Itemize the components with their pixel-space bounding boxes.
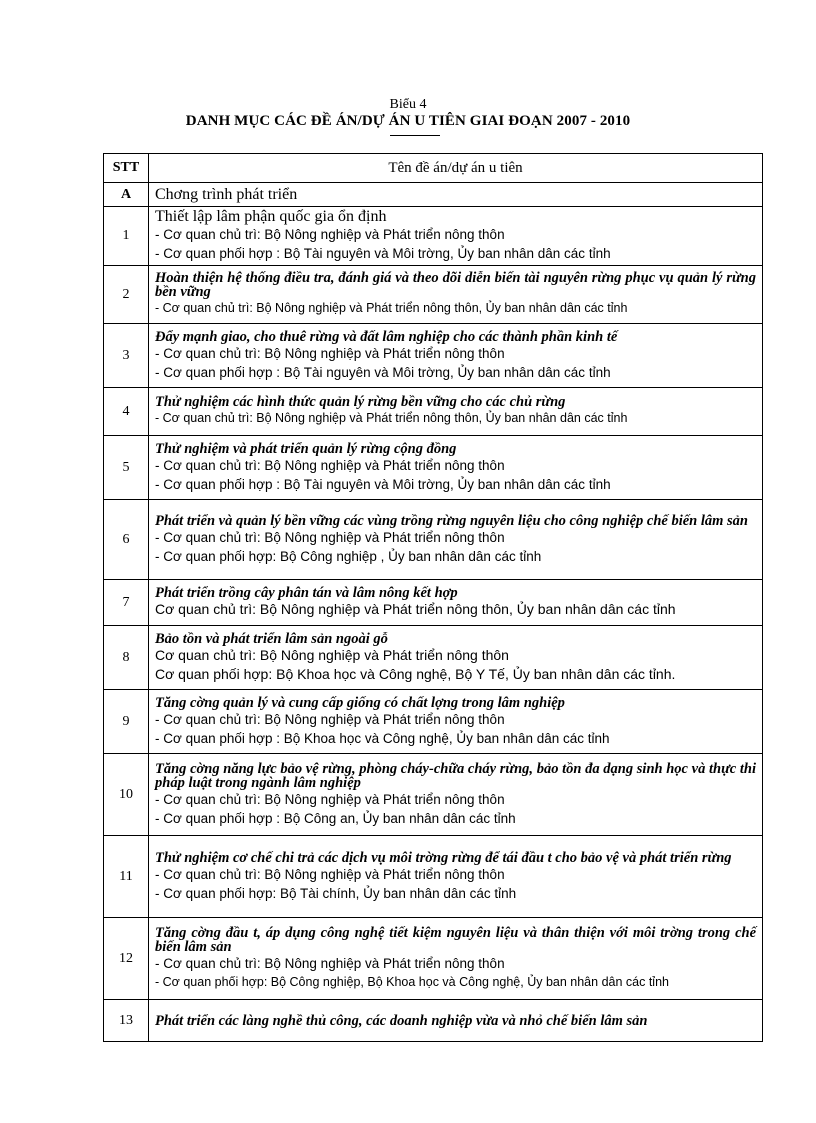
- row-title: Thử nghiệm các hình thức quản lý rừng bền vững cho các chủ rừng: [155, 394, 566, 410]
- row-title: Thiết lập lâm phận quốc gia ổn định: [155, 208, 387, 225]
- row-stt: 2: [104, 266, 149, 324]
- row-content: [149, 436, 763, 500]
- row-stt: 12: [104, 918, 149, 1000]
- row-content: [149, 690, 763, 754]
- table-row: [104, 690, 763, 754]
- section-row: [104, 183, 763, 207]
- row-stt: 7: [104, 580, 149, 626]
- row-line: - Cơ quan chủ trì: Bộ Nông nghiệp và Phát triển nông thôn, Ủy ban nhân dân các tỉnh: [155, 411, 628, 425]
- row-title: Phát triển các làng nghề thủ công, các doanh nghiệp vừa và nhỏ chế biến lâm sản: [155, 1012, 648, 1029]
- row-content: [149, 500, 763, 580]
- row-stt: 11: [104, 836, 149, 918]
- row-title: Tăng cờng đầu t, áp dụng công nghệ tiết kiệm nguyên liệu và thân thiện với môi trờng trong chế biến lâm sản: [155, 924, 756, 955]
- row-stt: 13: [104, 1000, 149, 1042]
- table-row: [104, 500, 763, 580]
- document-title: DANH MỤC CÁC ĐỀ ÁN/DỰ ÁN U TIÊN GIAI ĐOẠN 2007 - 2010: [185, 113, 631, 129]
- row-line: - Cơ quan phối hợp: Bộ Công nghiệp, Bộ Khoa học và Công nghệ, Ủy ban nhân dân các tỉnh: [155, 974, 669, 989]
- row-content: [149, 324, 763, 388]
- row-stt: 10: [104, 754, 149, 836]
- row-stt: 4: [104, 388, 149, 436]
- section-stt: A: [104, 183, 149, 207]
- table-row: [104, 1000, 763, 1042]
- row-line: Cơ quan phối hợp: Bộ Khoa học và Công nghệ, Bộ Y Tế, Ủy ban nhân dân các tỉnh.: [155, 665, 676, 682]
- row-line: - Cơ quan phối hợp : Bộ Công an, Ủy ban nhân dân các tỉnh: [155, 810, 516, 826]
- row-content: [149, 580, 763, 626]
- row-line: - Cơ quan phối hợp : Bộ Tài nguyên và Môi trờng, Ủy ban nhân dân các tỉnh: [155, 476, 611, 492]
- row-line: - Cơ quan chủ trì: Bộ Nông nghiệp và Phát triển nông thôn, Ủy ban nhân dân các tỉnh: [155, 301, 628, 315]
- row-content: [149, 626, 763, 690]
- row-title: Hoàn thiện hệ thống điều tra, đánh giá và theo dõi diễn biến tài nguyên rừng phục vụ quản lý rừng bền vững: [155, 270, 756, 300]
- row-line: Cơ quan chủ trì: Bộ Nông nghiệp và Phát triển nông thôn, Ủy ban nhân dân các tỉnh: [155, 601, 676, 617]
- projects-table: [103, 153, 763, 1042]
- table-row: [104, 324, 763, 388]
- table-header-row: [104, 154, 763, 183]
- row-line: - Cơ quan chủ trì: Bộ Nông nghiệp và Phát triển nông thôn: [155, 791, 505, 807]
- row-title: Thử nghiệm và phát triển quản lý rừng cộng đồng: [155, 440, 457, 457]
- document-label: Biểu 4: [389, 97, 427, 112]
- header-stt: STT: [104, 154, 149, 183]
- row-line: - Cơ quan chủ trì: Bộ Nông nghiệp và Phát triển nông thôn: [155, 227, 505, 242]
- table-row: [104, 266, 763, 324]
- row-title: Tăng cờng quản lý và cung cấp giống có chất lợng trong lâm nghiệp: [155, 694, 565, 711]
- table-row: [104, 626, 763, 690]
- row-content: [149, 207, 763, 266]
- table-row: [104, 918, 763, 1000]
- row-stt: 8: [104, 626, 149, 690]
- table-row: [104, 388, 763, 436]
- row-content: [149, 1000, 763, 1042]
- table-row: [104, 580, 763, 626]
- section-name: Chơng trình phát triển: [149, 183, 763, 207]
- row-line: - Cơ quan phối hợp : Bộ Tài nguyên và Môi trờng, Ủy ban nhân dân các tỉnh: [155, 246, 611, 261]
- row-content: [149, 388, 763, 436]
- row-stt: 1: [104, 207, 149, 266]
- row-title: Bảo tồn và phát triển lâm sản ngoài gỗ: [155, 630, 388, 647]
- row-line: - Cơ quan chủ trì: Bộ Nông nghiệp và Phát triển nông thôn: [155, 529, 505, 545]
- row-stt: 6: [104, 500, 149, 580]
- table-row: [104, 836, 763, 918]
- row-line: - Cơ quan chủ trì: Bộ Nông nghiệp và Phát triển nông thôn: [155, 345, 505, 361]
- row-title: Thử nghiệm cơ chế chi trả các dịch vụ môi trờng rừng để tái đầu t cho bảo vệ và phát triển rừng: [155, 849, 732, 866]
- row-stt: 9: [104, 690, 149, 754]
- row-line: - Cơ quan chủ trì: Bộ Nông nghiệp và Phát triển nông thôn: [155, 866, 505, 882]
- row-content: [149, 836, 763, 918]
- row-line: - Cơ quan phối hợp: Bộ Công nghiệp , Ủy ban nhân dân các tỉnh: [155, 548, 542, 564]
- row-title: Phát triển và quản lý bền vững các vùng trồng rừng nguyên liệu cho công nghiệp chế biến lâm sản: [155, 512, 748, 529]
- row-stt: 5: [104, 436, 149, 500]
- title-underline: [390, 135, 440, 136]
- row-line: - Cơ quan chủ trì: Bộ Nông nghiệp và Phát triển nông thôn: [155, 711, 505, 727]
- row-line: - Cơ quan phối hợp : Bộ Khoa học và Công nghệ, Ủy ban nhân dân các tỉnh: [155, 730, 610, 746]
- row-title: Phát triển trồng cây phân tán và lâm nông kết hợp: [155, 585, 458, 601]
- row-title: Tăng cờng năng lực bảo vệ rừng, phòng cháy-chữa cháy rừng, bảo tồn đa dạng sinh học và thực thi pháp luật trong ngành lâm nghiệp: [155, 760, 756, 791]
- row-title: Đẩy mạnh giao, cho thuê rừng và đất lâm nghiệp cho các thành phần kinh tế: [155, 328, 618, 345]
- table-row: [104, 754, 763, 836]
- table-row: [104, 436, 763, 500]
- row-stt: 3: [104, 324, 149, 388]
- row-line: Cơ quan chủ trì: Bộ Nông nghiệp và Phát triển nông thôn: [155, 646, 509, 663]
- row-line: - Cơ quan phối hợp: Bộ Tài chính, Ủy ban nhân dân các tỉnh: [155, 885, 517, 901]
- row-line: - Cơ quan chủ trì: Bộ Nông nghiệp và Phát triển nông thôn: [155, 457, 505, 473]
- row-content: [149, 918, 763, 1000]
- header-name: Tên đề án/dự án u tiên: [149, 154, 763, 183]
- row-content: [149, 754, 763, 836]
- row-line: - Cơ quan phối hợp : Bộ Tài nguyên và Môi trờng, Ủy ban nhân dân các tỉnh: [155, 364, 611, 380]
- row-content: [149, 266, 763, 324]
- table-row: [104, 207, 763, 266]
- row-line: - Cơ quan chủ trì: Bộ Nông nghiệp và Phát triển nông thôn: [155, 955, 505, 971]
